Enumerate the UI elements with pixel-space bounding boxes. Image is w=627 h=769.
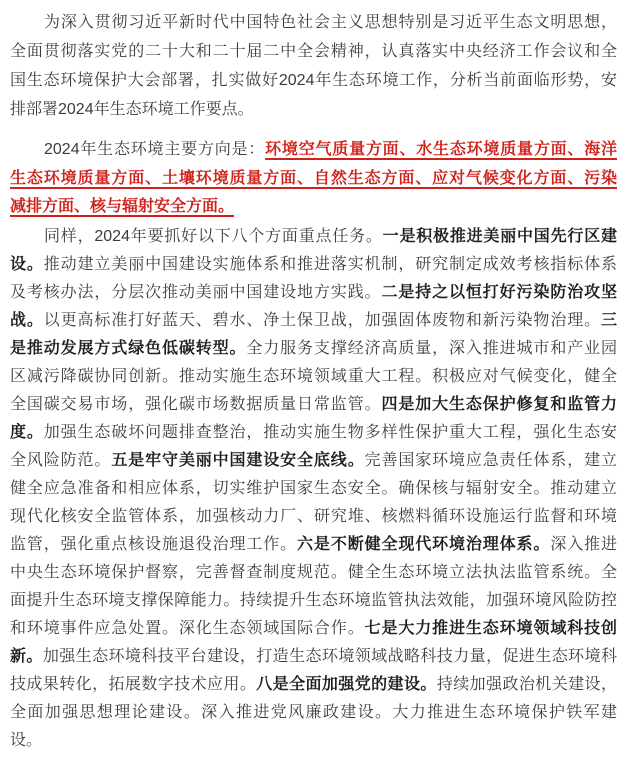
text-run: 完善国家环境应急责任体系，建立 <box>364 452 617 469</box>
directions-paragraph <box>10 136 617 222</box>
text-run: 以更高标准打好蓝天、碧水、净土保卫战，加强固体废物和新污染物治理。 <box>43 312 601 329</box>
text-line <box>10 447 617 475</box>
text-line <box>10 615 617 643</box>
text-line <box>10 193 617 222</box>
text-line <box>10 699 617 727</box>
text-line <box>10 559 617 587</box>
text-line <box>10 95 617 124</box>
directions-lead: 2024年生态环境主要方向是： <box>44 141 266 158</box>
task-heading: 四是加大生态保护修复和监管力 <box>381 396 617 413</box>
text-line <box>10 419 617 447</box>
task-heading: 新。 <box>10 648 43 665</box>
text-run: 及考核办法，分层次推动美丽中国建设地方实践。 <box>10 284 382 301</box>
text-line <box>10 165 617 194</box>
text-run: 现代化核安全监管体系，加强核动力厂、研究堆、核燃料循环设施运行监督和环境 <box>10 508 617 525</box>
text-line <box>10 587 617 615</box>
text-line <box>10 531 617 559</box>
text-run: 中央生态环境保护督察，完善督查制度规范。健全生态环境立法执法监管系统。全 <box>10 564 617 581</box>
text-run: 持续加强政治机关建设， <box>436 676 617 693</box>
text-line <box>10 475 617 503</box>
text-run: 排部署2024年生态环境工作要点。 <box>10 101 254 118</box>
text-run: 同样，2024年要抓好以下八个方面重点任务。 <box>44 228 383 245</box>
text-run: 健全应急准备和相应体系，切实维护国家生态安全。确保核与辐射安全。推动建立 <box>10 480 617 497</box>
task-heading: 三 <box>600 312 617 329</box>
text-run: 加强生态破坏问题排查整治，推动实施生物多样性保护重大工程，强化生态安 <box>43 424 617 441</box>
text-line <box>10 335 617 363</box>
text-run: 全面贯彻落实党的二十大和二十届二中全会精神，认真落实中央经济工作会议和全 <box>10 43 617 60</box>
text-line <box>10 37 617 66</box>
text-run: 监管，强化重点核设施退役治理工作。 <box>10 536 298 553</box>
text-run: 设。 <box>10 732 43 749</box>
text-run: 和环境事件应急处置。深化生态领域国际合作。 <box>10 620 365 637</box>
text-line <box>10 66 617 95</box>
highlight-text: 环境空气质量方面、水生态环境质量方面、海洋 <box>265 141 617 158</box>
text-run: 区减污降碳协同创新。推动实施生态环境领域重大工程。积极应对气候变化，健全 <box>10 368 617 385</box>
text-line <box>10 363 617 391</box>
text-run: 全国碳交易市场，强化碳市场数据质量日常监管。 <box>10 396 382 413</box>
task-heading: 是推动发展方式绿色低碳转型。 <box>10 340 247 357</box>
text-run: 面提升生态环境支撑保障能力。持续提升生态环境监管执法效能，加强环境风险防控 <box>10 592 617 609</box>
task-heading: 七是大力推进生态环境领域科技创 <box>364 620 617 637</box>
text-line <box>10 223 617 251</box>
text-line <box>10 279 617 307</box>
text-run: 全面加强思想理论建设。深入推进党风廉政建设。大力推进生态环境保护铁军建 <box>10 704 617 721</box>
text-line <box>10 8 617 37</box>
task-heading: 八是全面加强党的建设。 <box>256 676 437 693</box>
task-heading: 六是不断健全现代环境治理体系。 <box>297 536 551 553</box>
text-run: 加强生态环境科技平台建设，打造生态环境领域战略科技力量，促进生态环境科 <box>42 648 617 665</box>
task-heading: 战。 <box>10 312 44 329</box>
task-heading: 度。 <box>10 424 44 441</box>
highlight-text: 生态环境质量方面、土壤环境质量方面、自然生态方面、应对气候变化方面、污染 <box>10 169 617 187</box>
task-heading: 五是牢守美丽中国建设安全底线。 <box>111 452 365 469</box>
text-run: 为深入贯彻习近平新时代中国特色社会主义思想特别是习近平生态文明思想， <box>44 14 617 31</box>
text-run: 深入推进 <box>550 536 617 553</box>
task-heading: 二是持之以恒打好污染防治攻坚 <box>381 284 617 301</box>
text-line <box>10 307 617 335</box>
text-line <box>10 136 617 165</box>
text-line <box>10 727 617 755</box>
text-line <box>10 643 617 671</box>
text-line <box>10 251 617 279</box>
task-heading: 设。 <box>10 256 44 273</box>
intro-paragraph <box>10 8 617 124</box>
text-line <box>10 671 617 699</box>
text-line <box>10 391 617 419</box>
highlight-text: 减排方面、核与辐射安全方面。 <box>10 198 235 215</box>
text-line <box>10 503 617 531</box>
text-run: 全力服务支撑经济高质量，深入推进城市和产业园 <box>246 340 617 357</box>
task-heading: 一是积极推进美丽中国先行区建 <box>382 228 617 245</box>
text-run: 国生态环境保护大会部署，扎实做好2024年生态环境工作，分析当前面临形势，安 <box>10 72 617 89</box>
text-run: 推动建立美丽中国建设实施体系和推进落实机制，研究制定成效考核指标体系 <box>43 256 617 273</box>
text-run: 技成果转化，拓展数字技术应用。 <box>10 676 257 693</box>
text-run: 全风险防范。 <box>10 452 112 469</box>
tasks-paragraph <box>10 223 617 755</box>
